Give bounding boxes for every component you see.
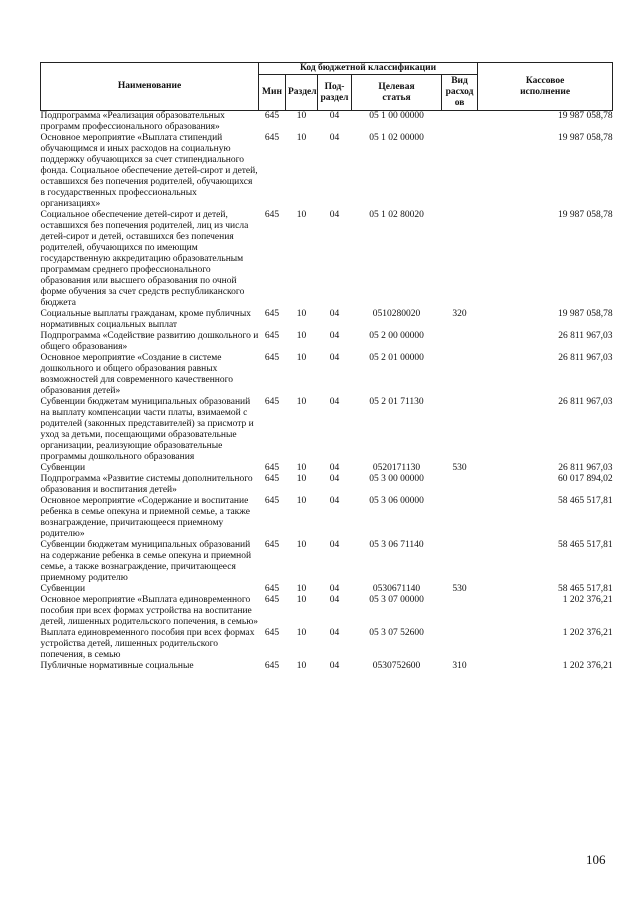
page-number: 106 [586,852,606,867]
row-vid: 530 [452,584,467,594]
row-min: 645 [264,133,280,143]
row-vid: 320 [452,309,467,319]
row-amount: 1 202 376,21 [562,628,613,638]
table-row [41,496,613,540]
row-name: Подпрограмма «Содействие развитию дошкольного и общего образования» [40,331,259,352]
row-amount: 58 465 517,81 [557,584,613,594]
header-vid: Вид расход ов [442,75,478,111]
row-vid [442,353,478,397]
row-razdel: 10 [296,331,307,341]
row-statya: 0520171130 [372,463,421,473]
row-podrazdel: 04 [329,133,340,143]
row-min: 645 [264,628,280,638]
row-amount: 19 987 058,78 [557,111,613,121]
row-podrazdel: 04 [329,540,340,550]
row-name: Социальное обеспечение детей-сирот и детей, оставшихся без попечения родителей, лиц из числа детей-сирот и детей, оставшихся без попечения родителей, обучающихся по имеющим государственную аккредитацию образовательным программам среднего профессионального образования или высшего образования по очной форме обучения за счет средств республиканского бюджета [40,210,249,308]
header-razdel: Раздел [286,75,318,111]
row-min: 645 [264,463,280,473]
table-row [41,111,613,134]
row-vid [442,397,478,463]
row-name: Основное мероприятие «Выплата стипендий обучающимся и иных расходов на социальную поддержку обучающихся за счет стипендиального фонда. Социальное обеспечение детей-сирот и детей, оставшихся без попечения родителей, обучающихся в государственных профессиональных организациях» [40,133,258,209]
row-razdel: 10 [296,210,307,220]
table-row [41,210,613,309]
row-min: 645 [264,111,280,121]
row-razdel: 10 [296,584,307,594]
row-razdel: 10 [296,496,307,506]
row-podrazdel: 04 [329,309,340,319]
row-razdel: 10 [296,540,307,550]
row-podrazdel: 04 [329,661,340,671]
table-row [41,540,613,584]
row-podrazdel: 04 [329,331,340,341]
row-podrazdel: 04 [329,111,340,121]
table-row [41,584,613,595]
row-vid [442,111,478,134]
row-vid [442,210,478,309]
table-header [41,63,613,111]
row-min: 645 [264,661,280,671]
row-razdel: 10 [296,309,307,319]
row-podrazdel: 04 [329,210,340,220]
table-row [41,133,613,210]
row-podrazdel: 04 [329,496,340,506]
row-name: Субвенции бюджетам муниципальных образований на выплату компенсации части платы, взимаемой с родителей (законных представителей) за присмотр и уход за детьми, посещающими образовательные организации, реализующие образовательные программы дошкольного образования [40,397,254,462]
row-razdel: 10 [296,111,307,121]
row-podrazdel: 04 [329,595,340,605]
row-amount: 60 017 894,02 [557,474,613,484]
table-row [41,661,613,672]
row-statya: 0510280020 [372,309,421,319]
row-name: Социальные выплаты гражданам, кроме публичных нормативных социальных выплат [40,309,251,330]
row-amount: 58 465 517,81 [557,540,613,550]
header-amount: Кассовое исполнение [478,63,613,111]
table-row [41,595,613,628]
row-razdel: 10 [296,595,307,605]
table-row [41,463,613,474]
row-podrazdel: 04 [329,474,340,484]
row-vid: 530 [452,463,467,473]
row-amount: 19 987 058,78 [557,133,613,143]
row-razdel: 10 [296,397,307,407]
row-name: Основное мероприятие «Содержание и воспитание ребенка в семье опекуна и приемной семье, а также вознаграждение, причитающееся приемному родителю» [40,496,250,539]
row-vid [442,496,478,540]
row-statya: 0530752600 [372,661,421,671]
header-statya: Целевая статья [352,75,442,111]
row-name: Основное мероприятие «Выплата единовременного пособия при всех формах устройства на воспитание детей, лишенных родительского попечения, в семью» [40,595,259,627]
budget-table [40,62,613,672]
row-vid [442,540,478,584]
row-razdel: 10 [296,353,307,363]
row-min: 645 [264,353,280,363]
row-statya: 05 1 02 00000 [369,133,424,143]
row-podrazdel: 04 [329,584,340,594]
row-vid [442,628,478,661]
row-amount: 1 202 376,21 [562,661,613,671]
row-vid: 310 [452,661,467,671]
row-amount: 19 987 058,78 [557,309,613,319]
table-row [41,474,613,496]
row-podrazdel: 04 [329,628,340,638]
row-razdel: 10 [296,474,307,484]
table-row [41,397,613,463]
row-statya: 05 3 00 00000 [369,474,424,484]
row-amount: 58 465 517,81 [557,496,613,506]
row-statya: 05 1 00 00000 [369,111,424,121]
row-razdel: 10 [296,661,307,671]
row-min: 645 [264,474,280,484]
row-razdel: 10 [296,133,307,143]
row-min: 645 [264,595,280,605]
row-name: Субвенции [40,463,86,473]
row-statya: 0530671140 [372,584,421,594]
row-name: Подпрограмма «Реализация образовательных программ профессионального образования» [40,111,225,132]
row-min: 645 [264,584,280,594]
row-min: 645 [264,397,280,407]
row-name: Основное мероприятие «Создание в системе дошкольного и общего образования равных возможностей для современного качественного образования детей» [40,353,234,396]
row-podrazdel: 04 [329,353,340,363]
row-min: 645 [264,210,280,220]
row-vid [442,133,478,210]
row-razdel: 10 [296,463,307,473]
row-statya: 05 2 01 00000 [369,353,424,363]
table-row [41,309,613,331]
row-statya: 05 2 00 00000 [369,331,424,341]
row-podrazdel: 04 [329,397,340,407]
row-name: Субвенции бюджетам муниципальных образований на содержание ребенка в семье опекуна и приемной семье, а также вознаграждение, причитающееся приемному родителю [40,540,252,583]
row-amount: 26 811 967,03 [558,331,613,341]
row-statya: 05 3 06 00000 [369,496,424,506]
table-row [41,331,613,353]
header-min: Мин [259,75,286,111]
table-row [41,628,613,661]
row-vid [442,595,478,628]
row-statya: 05 3 07 00000 [369,595,424,605]
row-vid [442,474,478,496]
row-amount: 26 811 967,03 [558,353,613,363]
row-razdel: 10 [296,628,307,638]
row-vid [442,331,478,353]
table-row [41,353,613,397]
row-min: 645 [264,309,280,319]
row-name: Подпрограмма «Развитие системы дополнительного образования и воспитания детей» [40,474,253,495]
row-min: 645 [264,496,280,506]
row-amount: 26 811 967,03 [558,463,613,473]
header-code-group: Код бюджетной классификации [259,63,478,75]
row-min: 645 [264,540,280,550]
row-min: 645 [264,331,280,341]
row-name: Субвенции [40,584,86,594]
row-statya: 05 3 06 71140 [369,540,424,550]
row-podrazdel: 04 [329,463,340,473]
row-amount: 26 811 967,03 [558,397,613,407]
row-name: Выплата единовременного пособия при всех формах устройства детей, лишенных родительского попечения, в семью [40,628,255,660]
row-statya: 05 1 02 80020 [369,210,424,220]
row-statya: 05 3 07 52600 [369,628,424,638]
row-amount: 19 987 058,78 [557,210,613,220]
row-name: Публичные нормативные социальные [40,661,194,671]
header-name: Наименование [41,63,259,111]
header-podrazdel: Под- раздел [318,75,352,111]
row-amount: 1 202 376,21 [562,595,613,605]
row-statya: 05 2 01 71130 [369,397,424,407]
table-body [41,111,613,673]
